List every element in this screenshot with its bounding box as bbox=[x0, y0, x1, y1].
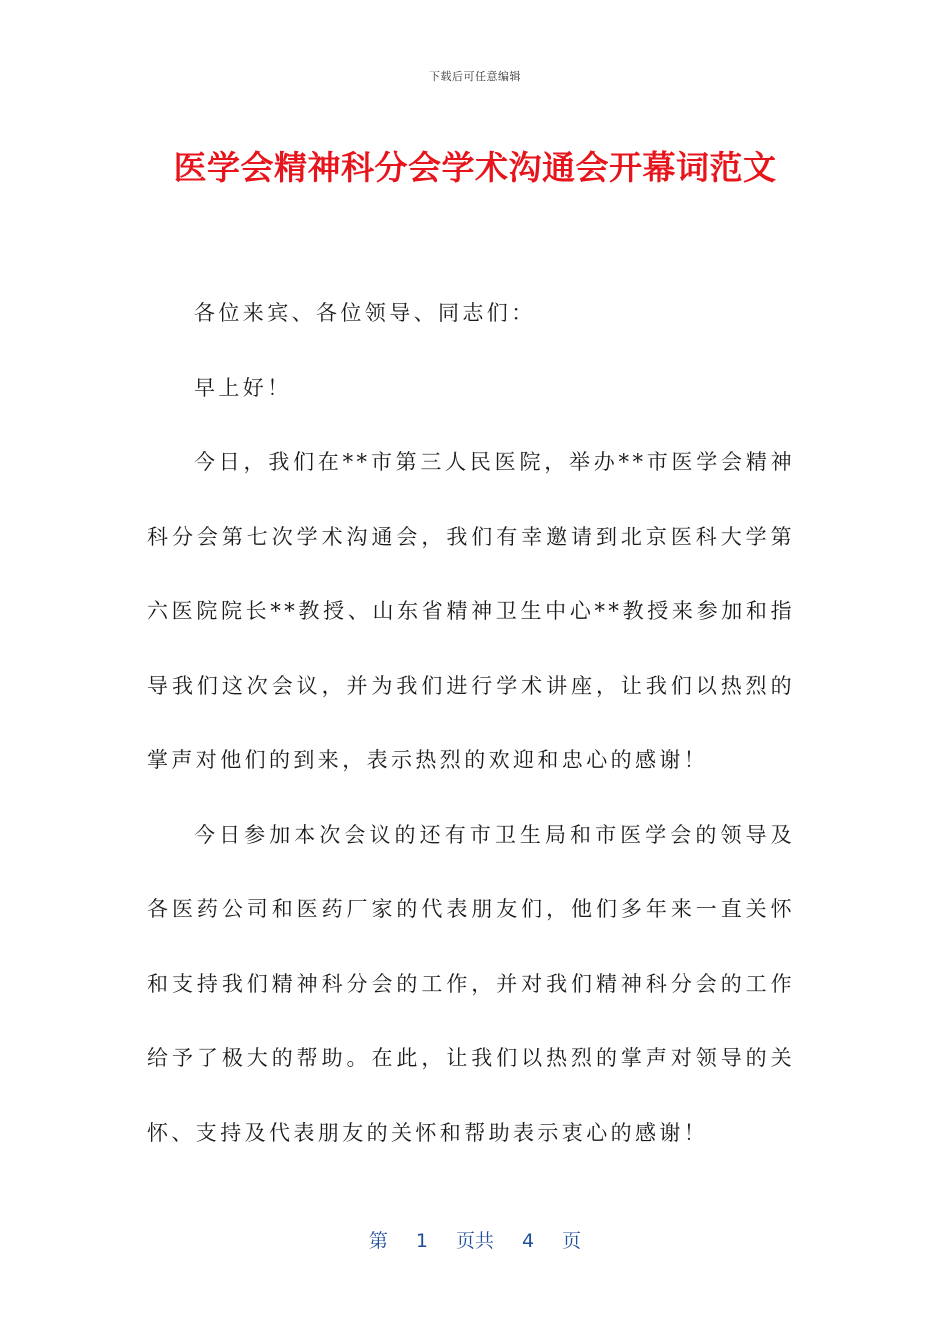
greeting-paragraph: 早上好！ bbox=[194, 375, 292, 400]
footer-page-suffix: 页 bbox=[562, 1230, 582, 1252]
footer-page-mid: 页共 bbox=[455, 1230, 494, 1252]
document-body bbox=[147, 276, 795, 1170]
footer-page-prefix: 第 bbox=[368, 1230, 388, 1252]
footer-current-page: 1 bbox=[415, 1230, 428, 1252]
document-title: 医学会精神科分会学术沟通会开幕词范文 bbox=[173, 148, 777, 187]
welcome-paragraph: 今日，我们在**市第三人民医院，举办**市医学会精神科分会第七次学术沟通会，我们有幸邀请到北京医科大学第六医院院长**教授、山东省精神卫生中心**教授来参加和指导我们这次会议，并为我们进行学术讲座，让我们以热烈的掌声对他们的到来，表示热烈的欢迎和忠心的感谢！ bbox=[147, 450, 795, 772]
page-footer bbox=[0, 1226, 950, 1253]
thanks-paragraph: 今日参加本次会议的还有市卫生局和市医学会的领导及各医药公司和医药厂家的代表朋友们，他们多年来一直关怀和支持我们精神科分会的工作，并对我们精神科分会的工作给予了极大的帮助。在此，让我们以热烈的掌声对领导的关怀、支持及代表朋友的关怀和帮助表示衷心的感谢！ bbox=[147, 822, 795, 1145]
footer-total-pages: 4 bbox=[522, 1230, 535, 1252]
salutation-paragraph: 各位来宾、各位领导、同志们： bbox=[194, 301, 536, 325]
header-note: 下载后可任意编辑 bbox=[429, 70, 521, 83]
